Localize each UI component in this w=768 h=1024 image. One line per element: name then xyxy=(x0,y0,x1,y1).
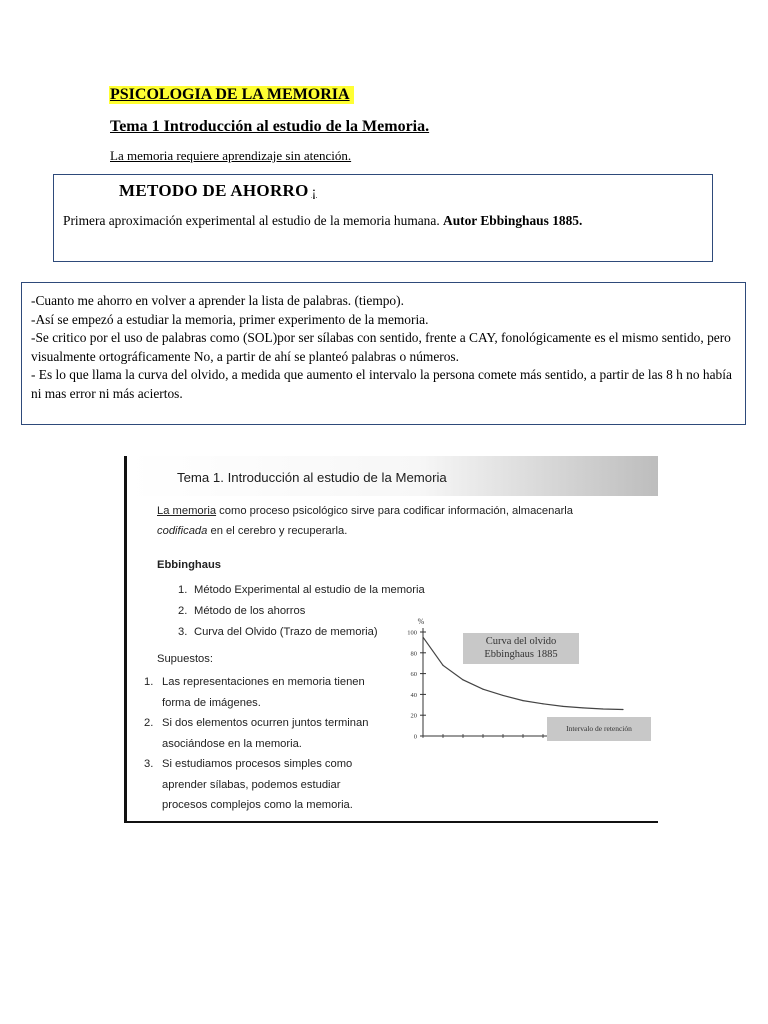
document-title: PSICOLOGIA DE LA MEMORIA xyxy=(109,86,354,104)
note-line: -Así se empezó a estudiar la memoria, primer experimento de la memoria. xyxy=(31,311,429,327)
metodo-description: Primera aproximación experimental al estudio de la memoria humana. Autor Ebbinghaus 1885. xyxy=(63,213,583,228)
supuestos-heading: Supuestos: xyxy=(157,653,213,665)
slide-intro: La memoria como proceso psicológico sirve para codificar información, almacenarla codificada en el cerebro y recuperarla. xyxy=(157,505,573,537)
data-point xyxy=(422,637,423,638)
list-item: 3. Si estudiamos procesos simples como aprender sílabas, podemos estudiar procesos complejos como la memoria. xyxy=(144,758,353,811)
data-point xyxy=(502,695,503,696)
metodo-mark: ¡ xyxy=(311,185,317,200)
forgetting-curve-chart xyxy=(399,616,658,746)
note-line: -Cuanto me ahorro en volver a aprender la lista de palabras. (tiempo). xyxy=(31,293,404,308)
ebbinghaus-list xyxy=(178,580,425,643)
data-point xyxy=(602,708,603,709)
list-item: 2. Método de los ahorros xyxy=(178,605,306,617)
notes-box xyxy=(21,282,746,425)
chart-title: Curva del olvido Ebbinghaus 1885 xyxy=(463,633,579,664)
y-tick-label: 100 xyxy=(407,629,417,637)
y-tick-label: 80 xyxy=(410,650,417,658)
note-line: - Es lo que llama la curva del olvido, a medida que aumento el intervalo la persona comete más sentido, a partir de las 8 h no había ni mas error ni más aciertos. xyxy=(31,367,732,401)
chart-xlabel: Intervalo de retención xyxy=(547,717,651,741)
data-point xyxy=(622,709,623,710)
data-point xyxy=(542,703,543,704)
ebbinghaus-heading: Ebbinghaus xyxy=(157,559,222,571)
y-tick-label: 20 xyxy=(410,712,417,720)
slide-title: Tema 1. Introducción al estudio de la Memoria xyxy=(177,470,447,485)
list-item: 3. Curva del Olvido (Trazo de memoria) xyxy=(178,626,378,638)
metodo-heading: METODO DE AHORRO ¡ xyxy=(119,181,317,200)
supuestos-list xyxy=(144,672,368,816)
data-point xyxy=(462,679,463,680)
data-point xyxy=(482,689,483,690)
metodo-author: Autor Ebbinghaus 1885. xyxy=(443,213,583,228)
data-point xyxy=(522,700,523,701)
list-item: 1. Método Experimental al estudio de la memoria xyxy=(178,584,425,596)
y-tick-label: 40 xyxy=(410,691,417,699)
y-tick-label: 0 xyxy=(413,733,417,741)
note-line: -Se critico por el uso de palabras como (SOL)por ser sílabas con sentido, frente a CAY, fonológicamente es el mismo sentido, pero visualmente ortográficamente No, a partir de ahí se planteó palabras o números. xyxy=(31,330,731,364)
data-point xyxy=(442,665,443,666)
subtitle-line: La memoria requiere aprendizaje sin atención. xyxy=(110,148,352,163)
list-item: 2. Si dos elementos ocurren juntos terminan asociándose en la memoria. xyxy=(144,717,369,750)
tema-heading: Tema 1 Introducción al estudio de la Memoria. xyxy=(110,118,430,135)
list-item: 1. Las representaciones en memoria tienen forma de imágenes. xyxy=(144,676,365,709)
y-tick-label: 60 xyxy=(410,671,417,679)
data-point xyxy=(582,707,583,708)
data-point xyxy=(562,706,563,707)
slide-image xyxy=(124,456,658,823)
y-axis-label: % xyxy=(417,617,425,626)
metodo-box xyxy=(53,174,713,262)
